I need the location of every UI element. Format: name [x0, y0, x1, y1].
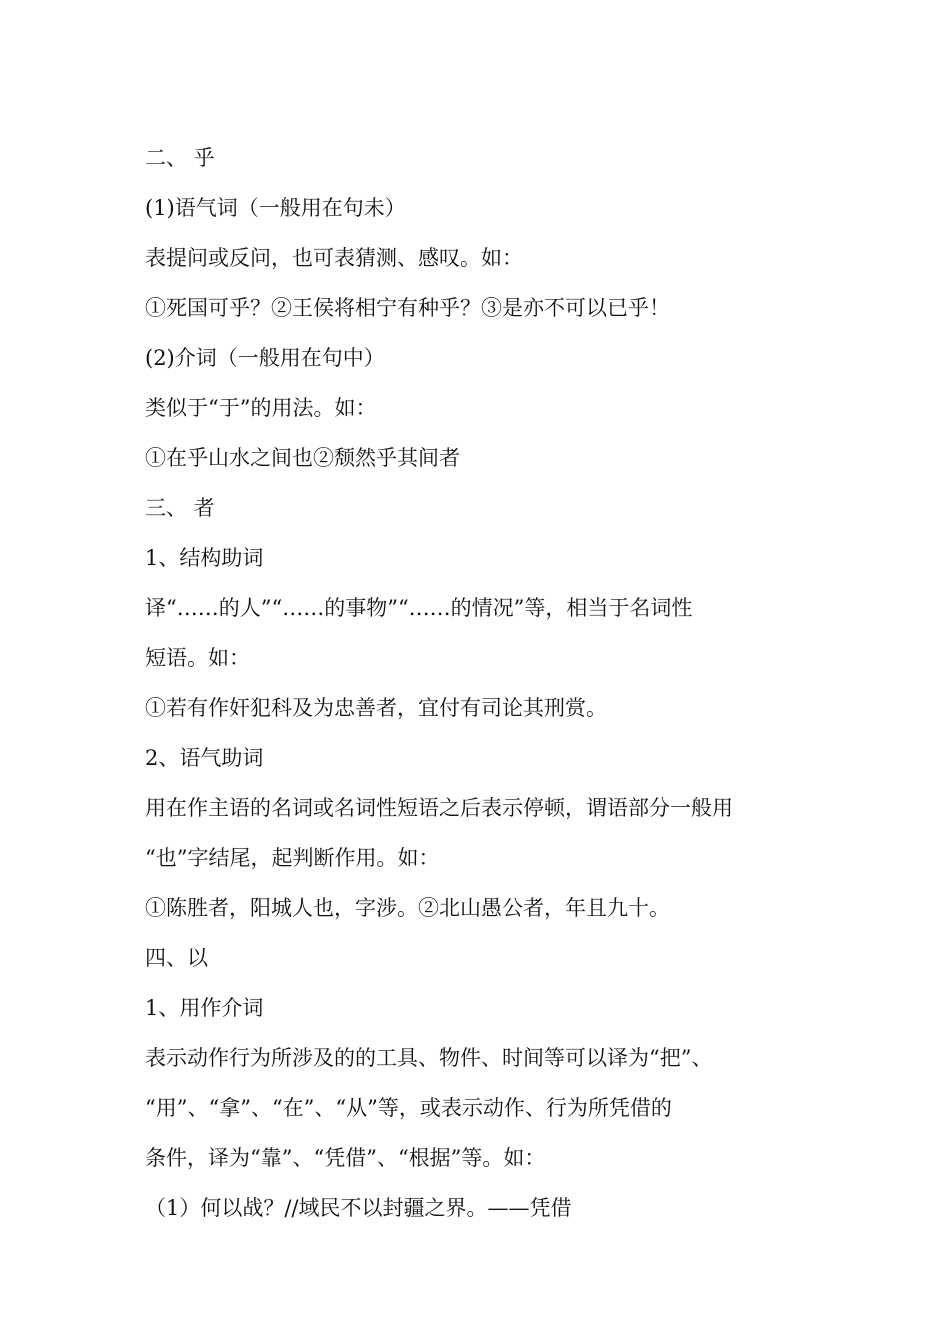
subheading-used-as-preposition: 1、用作介词: [145, 996, 264, 1020]
subheading-preposition: (2)介词（一般用在句中）: [145, 346, 385, 370]
paragraph: 译“……的人”“……的事物”“……的情况”等，相当于名词性: [145, 596, 693, 620]
subheading-modal-particle: (1)语气词（一般用在句未）: [145, 196, 406, 220]
example-line: ①死国可乎？②王侯将相宁有种乎？③是亦不可以已乎！: [145, 296, 670, 320]
section-heading-hu: 二、 乎: [145, 146, 215, 170]
paragraph-continued: 条件，译为“靠”、“凭借”、“根据”等。如：: [145, 1146, 546, 1170]
document-body: [145, 133, 805, 1233]
section-heading-zhe: 三、 者: [145, 496, 215, 520]
subheading-modal-auxiliary: 2、语气助词: [145, 746, 264, 770]
paragraph-continued: 短语。如：: [145, 646, 250, 670]
example-line: ①陈胜者，阳城人也，字涉。②北山愚公者，年且九十。: [145, 896, 670, 920]
section-heading-yi: 四、以: [145, 946, 208, 970]
paragraph: 类似于“于”的用法。如：: [145, 396, 377, 420]
paragraph: 用在作主语的名词或名词性短语之后表示停顿，谓语部分一般用: [145, 796, 733, 820]
example-line: （1）何以战？//域民不以封疆之界。——凭借: [145, 1196, 572, 1220]
paragraph-continued: “也”字结尾，起判断作用。如：: [145, 846, 440, 870]
paragraph: 表提问或反问，也可表猜测、感叹。如：: [145, 246, 523, 270]
subheading-structural-particle: 1、结构助词: [145, 546, 264, 570]
paragraph: 表示动作行为所涉及的的工具、物件、时间等可以译为“把”、: [145, 1046, 713, 1070]
example-line: ①在乎山水之间也②颓然乎其间者: [145, 446, 460, 470]
example-line: ①若有作奸犯科及为忠善者，宜付有司论其刑赏。: [145, 696, 607, 720]
paragraph-continued: “用”、“拿”、“在”、“从”等，或表示动作、行为所凭借的: [145, 1096, 672, 1120]
